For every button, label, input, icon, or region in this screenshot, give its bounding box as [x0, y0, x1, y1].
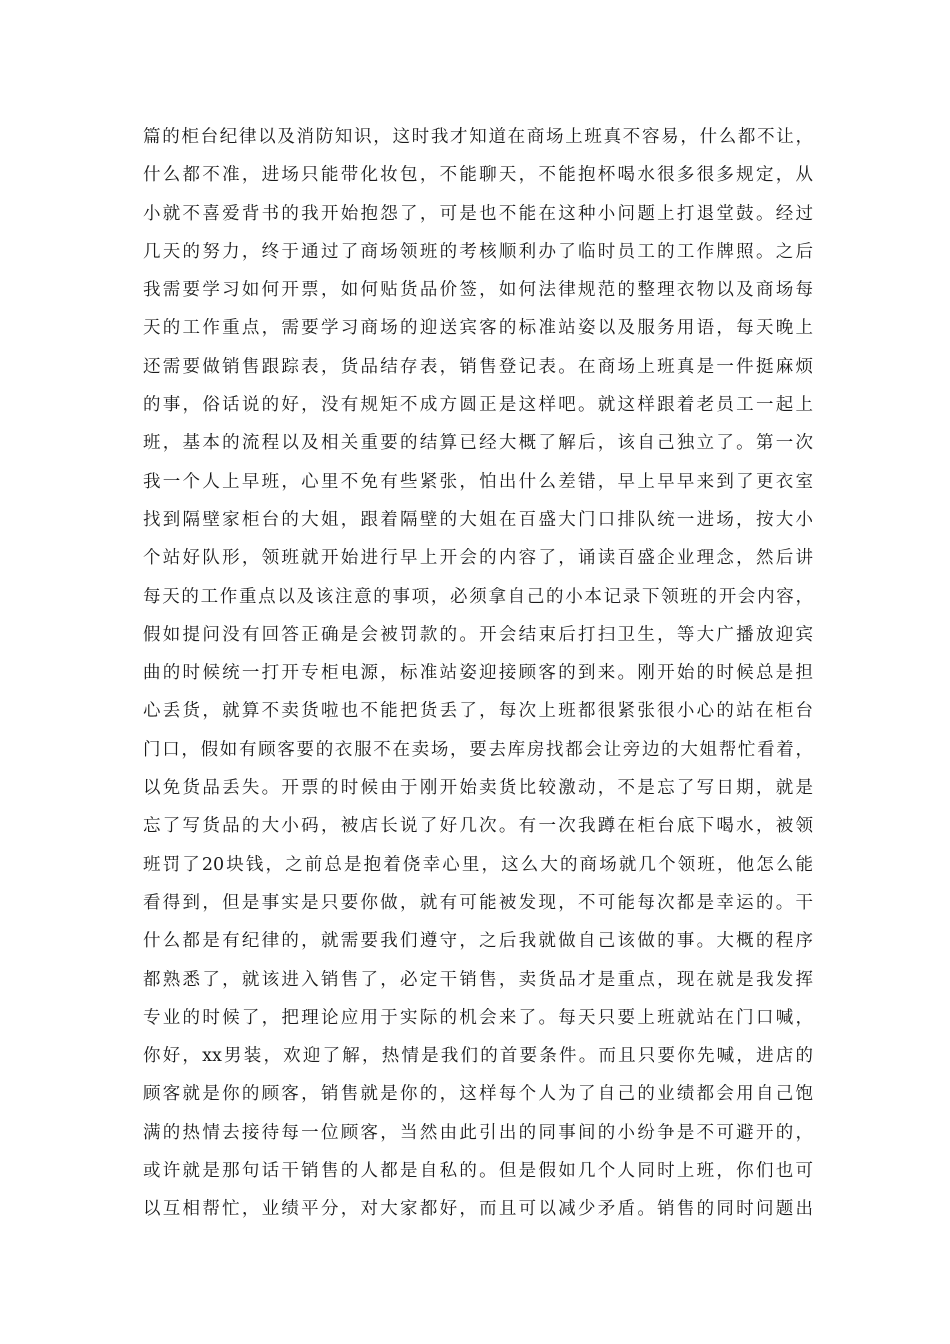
text-line: 或许就是那句话干销售的人都是自私的。但是假如几个人同时上班，你们也可	[143, 1161, 813, 1182]
text-line: 都熟悉了，就该进入销售了，必定干销售，卖货品才是重点，现在就是我发挥	[143, 969, 813, 990]
text-line: 什么都不准，进场只能带化妆包，不能聊天，不能抱杯喝水很多很多规定，从	[143, 165, 813, 186]
text-line: 顾客就是你的顾客，销售就是你的，这样每个人为了自己的业绩都会用自己饱	[143, 1084, 813, 1105]
text-line: 的事，俗话说的好，没有规矩不成方圆正是这样吧。就这样跟着老员工一起上	[143, 395, 813, 416]
text-line: 找到隔壁家柜台的大姐，跟着隔壁的大姐在百盛大门口排队统一进场，按大小	[143, 509, 813, 530]
text-line: 天的工作重点，需要学习商场的迎送宾客的标准站姿以及服务用语，每天晚上	[143, 318, 813, 339]
text-line: 假如提问没有回答正确是会被罚款的。开会结束后打扫卫生，等大广播放迎宾	[143, 624, 813, 645]
text-line: 你好，xx男装，欢迎了解，热情是我们的首要条件。而且只要你先喊，进店的	[143, 1046, 813, 1067]
text-line: 每天的工作重点以及该注意的事项，必须拿自己的小本记录下领班的开会内容，	[143, 586, 813, 607]
text-line: 篇的柜台纪律以及消防知识，这时我才知道在商场上班真不容易，什么都不让，	[143, 127, 813, 147]
text-line: 看得到，但是事实是只要你做，就有可能被发现，不可能每次都是幸运的。干	[143, 892, 813, 913]
text-line: 班，基本的流程以及相关重要的结算已经大概了解后，该自己独立了。第一次	[143, 433, 813, 454]
text-line: 忘了写货品的大小码，被店长说了好几次。有一次我蹲在柜台底下喝水，被领	[143, 816, 813, 837]
text-line: 曲的时候统一打开专柜电源，标准站姿迎接顾客的到来。刚开始的时候总是担	[143, 663, 813, 684]
text-line: 小就不喜爱背书的我开始抱怨了，可是也不能在这种小问题上打退堂鼓。经过	[143, 203, 813, 224]
text-line: 专业的时候了，把理论应用于实际的机会来了。每天只要上班就站在门口喊，	[143, 1007, 813, 1028]
text-line: 以免货品丢失。开票的时候由于刚开始卖货比较激动，不是忘了写日期，就是	[143, 778, 813, 799]
text-line: 什么都是有纪律的，就需要我们遵守，之后我就做自己该做的事。大概的程序	[143, 931, 813, 952]
text-line: 几天的努力，终于通过了商场领班的考核顺利办了临时员工的工作牌照。之后	[143, 241, 813, 262]
text-line: 以互相帮忙，业绩平分，对大家都好，而且可以减少矛盾。销售的同时问题出	[143, 1199, 813, 1220]
text-line: 满的热情去接待每一位顾客，当然由此引出的同事间的小纷争是不可避开的，	[143, 1122, 813, 1143]
text-line: 还需要做销售跟踪表，货品结存表，销售登记表。在商场上班真是一件挺麻烦	[143, 356, 813, 377]
text-line: 门口，假如有顾客要的衣服不在卖场，要去库房找都会让旁边的大姐帮忙看着，	[143, 739, 813, 760]
text-line: 我一个人上早班，心里不免有些紧张，怕出什么差错，早上早早来到了更衣室	[143, 471, 813, 492]
text-line: 个站好队形，领班就开始进行早上开会的内容了，诵读百盛企业理念，然后讲	[143, 548, 813, 569]
text-line: 心丢货，就算不卖货啦也不能把货丢了，每次上班都很紧张很小心的站在柜台	[143, 701, 813, 722]
text-line: 我需要学习如何开票，如何贴货品价签，如何法律规范的整理衣物以及商场每	[143, 280, 813, 301]
body-text	[143, 118, 813, 1229]
text-line: 班罚了20块钱，之前总是抱着侥幸心里，这么大的商场就几个领班，他怎么能	[143, 854, 813, 875]
